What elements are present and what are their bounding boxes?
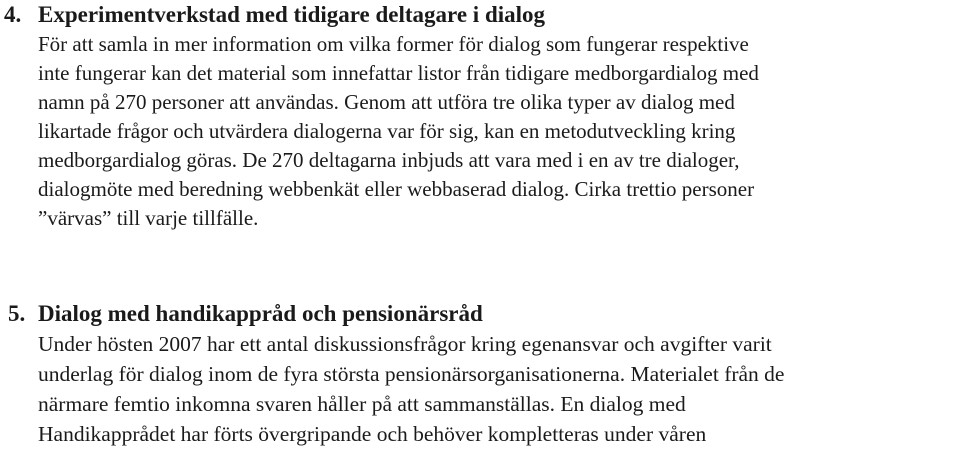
body-line: För att samla in mer information om vilka former för dialog som fungerar respektive <box>38 32 749 56</box>
body-line: närmare femtio inkomna svaren håller på att sammanställas. En dialog med <box>38 392 686 416</box>
body-line: ”värvas” till varje tillfälle. <box>38 206 259 230</box>
body-line: inte fungerar kan det material som innefattar listor från tidigare medborgardialog med <box>38 61 759 85</box>
section-title: Experimentverkstad med tidigare deltagare i dialog <box>38 2 546 27</box>
body-line: medborgardialog göras. De 270 deltagarna inbjuds att vara med i en av tre dialoger, <box>38 148 740 172</box>
section-title: Dialog med handikappråd och pensionärsråd <box>38 301 483 326</box>
section-body <box>38 329 956 449</box>
section-5 <box>0 299 960 449</box>
section-number: 5. <box>8 301 26 326</box>
body-line: Under hösten 2007 har ett antal diskussionsfrågor kring egenansvar och avgifter varit <box>38 332 772 356</box>
section-heading <box>0 299 960 329</box>
body-line: dialogmöte med beredning webbenkät eller webbaserad dialog. Cirka trettio personer <box>38 177 755 201</box>
section-heading <box>0 0 960 30</box>
body-line: namn på 270 personer att användas. Genom att utföra tre olika typer av dialog med <box>38 90 735 114</box>
body-line: Handikapprådet har förts övergripande och behöver kompletteras under våren <box>38 422 707 446</box>
body-line: likartade frågor och utvärdera dialogerna var för sig, kan en metodutveckling kring <box>38 119 736 143</box>
section-body <box>38 30 956 233</box>
body-line: underlag för dialog inom de fyra största pensionärsorganisationerna. Materialet från de <box>38 362 785 386</box>
section-number: 4. <box>4 2 22 27</box>
